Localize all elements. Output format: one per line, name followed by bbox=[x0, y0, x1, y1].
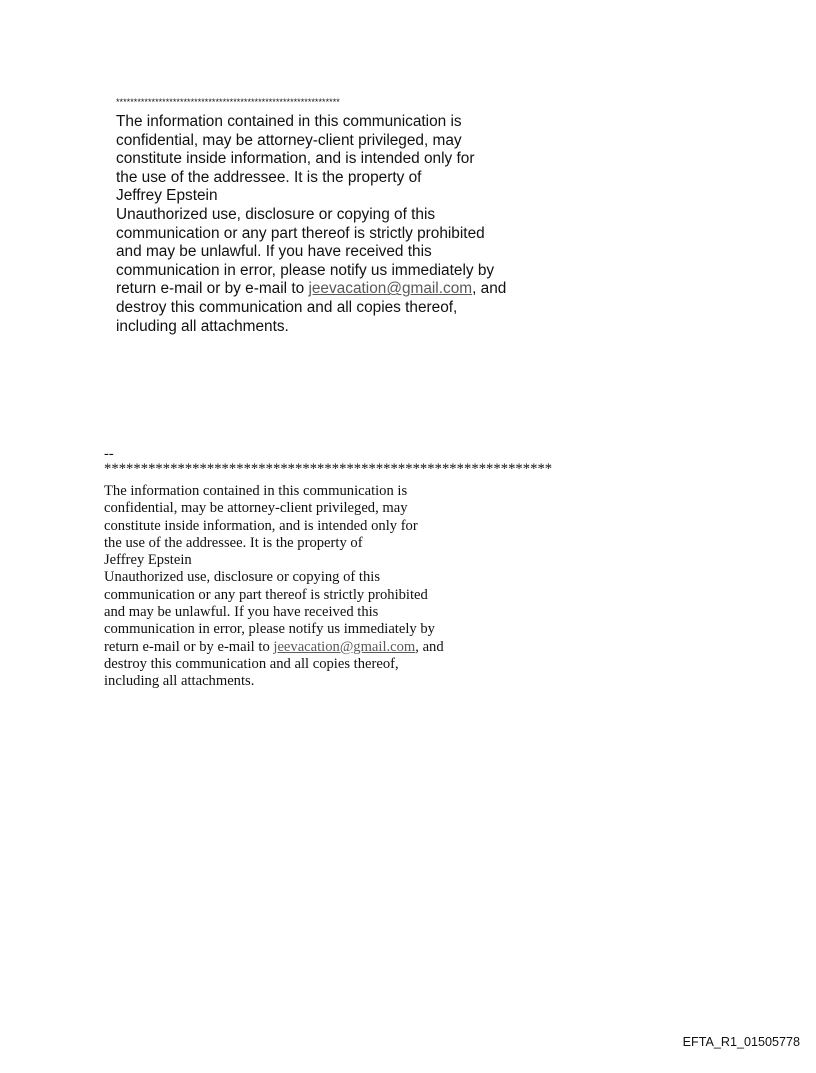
confidentiality-notice-1 bbox=[116, 97, 506, 336]
notice-line: communication or any part thereof is strictly prohibited bbox=[116, 224, 485, 242]
notice-line: and may be unlawful. If you have received this bbox=[116, 243, 432, 261]
notice-line: Jeffrey Epstein bbox=[104, 552, 192, 569]
notice-line: confidential, may be attorney-client privileged, may bbox=[104, 500, 408, 517]
link-suffix: , and bbox=[415, 638, 444, 655]
notice-line: the use of the addressee. It is the property of bbox=[116, 168, 422, 186]
email-link[interactable]: jeevacation@gmail.com bbox=[273, 638, 416, 655]
link-prefix: return e-mail or by e-mail to bbox=[116, 280, 309, 298]
notice-line: destroy this communication and all copies thereof, bbox=[116, 298, 458, 316]
signature-separator: -- bbox=[104, 446, 114, 462]
link-suffix: , and bbox=[472, 280, 507, 298]
notice-line: constitute inside information, and is intended only for bbox=[104, 517, 418, 534]
notice-line: Unauthorized use, disclosure or copying of this bbox=[116, 205, 436, 223]
asterisk-divider: *************************************************************** bbox=[116, 97, 340, 107]
notice-line: the use of the addressee. It is the property of bbox=[104, 534, 363, 551]
notice-line: including all attachments. bbox=[116, 317, 289, 335]
notice-line: confidential, may be attorney-client privileged, may bbox=[116, 131, 462, 149]
notice-line: communication or any part thereof is strictly prohibited bbox=[104, 586, 428, 603]
notice-line: communication in error, please notify us immediately by bbox=[116, 261, 495, 279]
link-prefix: return e-mail or by e-mail to bbox=[104, 638, 274, 655]
notice-line: Jeffrey Epstein bbox=[116, 187, 218, 205]
notice-line: The information contained in this communication is bbox=[116, 113, 462, 130]
notice-line: constitute inside information, and is intended only for bbox=[116, 150, 475, 168]
confidentiality-notice-2 bbox=[104, 462, 552, 691]
notice-line: and may be unlawful. If you have received this bbox=[104, 604, 379, 621]
document-id: EFTA_R1_01505778 bbox=[682, 1035, 800, 1049]
notice-line: destroy this communication and all copies thereof, bbox=[104, 655, 399, 672]
asterisk-divider: ************************************************************* bbox=[104, 461, 553, 477]
notice-line: communication in error, please notify us immediately by bbox=[104, 621, 435, 638]
email-link[interactable]: jeevacation@gmail.com bbox=[308, 280, 473, 298]
notice-line: including all attachments. bbox=[104, 673, 255, 690]
notice-line: Unauthorized use, disclosure or copying of this bbox=[104, 569, 381, 586]
notice-line-with-link bbox=[116, 280, 506, 299]
notice-line: The information contained in this communication is bbox=[104, 483, 408, 499]
notice-line-with-link bbox=[104, 639, 552, 656]
